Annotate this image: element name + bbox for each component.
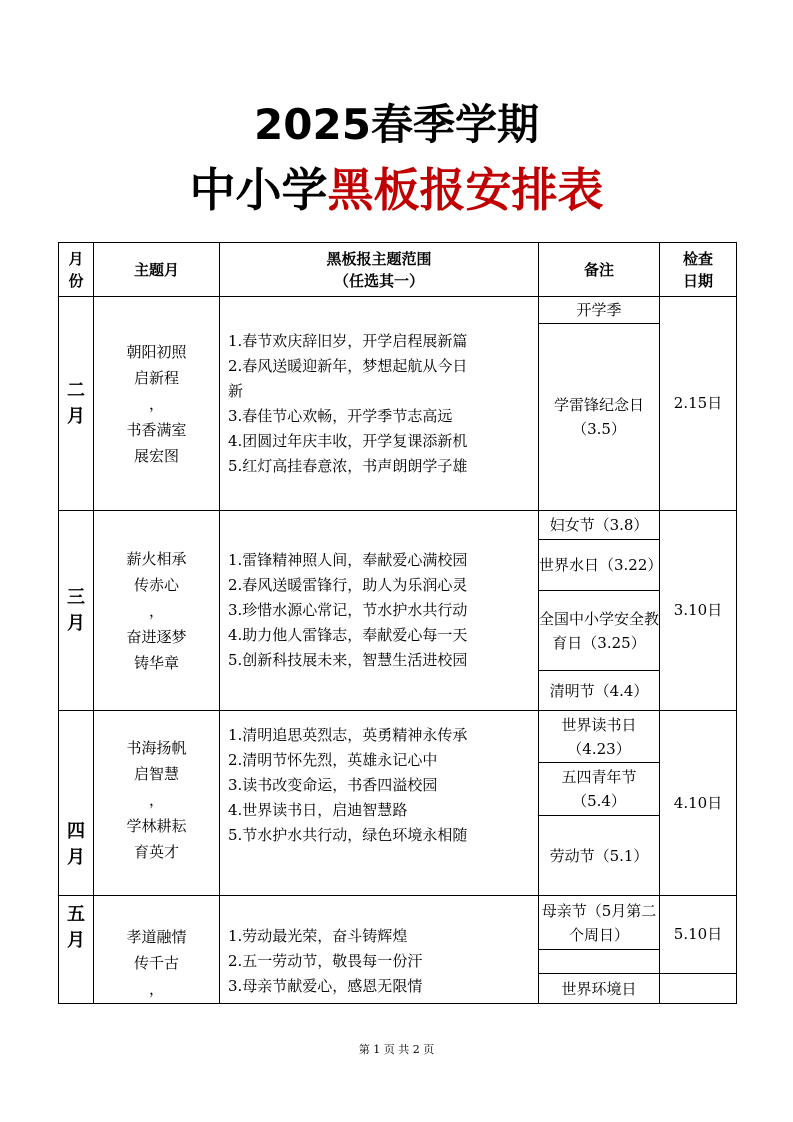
title-red-part: 黑板报安排表 — [327, 163, 604, 217]
note-cell: 开学季 — [539, 297, 660, 324]
header-row — [59, 243, 737, 297]
month-cell: 四 月 — [59, 711, 94, 896]
scope-cell: 1.清明追思英烈志，英勇精神永传承 2.清明节怀先烈，英雄永记心中 3.读书改变命运，书香四溢校园 4.世界读书日，启迪智慧路 5.节水护水共行动，绿色环境永相随 — [220, 711, 539, 896]
theme-cell: 薪火相承 传赤心 ， 奋进逐梦 铸华章 — [94, 511, 220, 711]
note-cell: 妇女节（3.8） — [539, 511, 660, 540]
schedule-table — [58, 242, 737, 1004]
page-title-line1: 2025春季学期 — [254, 100, 539, 149]
date-cell-empty — [660, 974, 737, 1004]
month-cell: 五 月 — [59, 896, 94, 1004]
note-cell: 劳动节（5.1） — [539, 816, 660, 896]
note-cell: 世界环境日 — [539, 974, 660, 1004]
note-cell: 学雷锋纪念日（3.5） — [539, 324, 660, 511]
month-cell: 二 月 — [59, 297, 94, 511]
date-cell: 4.10日 — [660, 711, 737, 896]
header-theme: 主题月 — [94, 243, 220, 297]
theme-cell: 朝阳初照 启新程 ， 书香满室 展宏图 — [94, 297, 220, 511]
date-cell: 5.10日 — [660, 896, 737, 974]
scope-cell: 1.春节欢庆辞旧岁，开学启程展新篇 2.春风送暖迎新年，梦想起航从今日 新 3.春佳节心欢畅，开学季节志高远 4.团圆过年庆丰收，开学复课添新机 5.红灯高挂春意浓，书声朗朗学子雄 — [220, 297, 539, 511]
theme-cell: 孝道融情 传千古 ， — [94, 896, 220, 1004]
scope-cell: 1.劳动最光荣，奋斗铸辉煌 2.五一劳动节，敬畏每一份汗 3.母亲节献爱心，感恩无限情 — [220, 896, 539, 1004]
date-cell: 2.15日 — [660, 297, 737, 511]
note-cell: 世界水日（3.22） — [539, 540, 660, 591]
month-cell: 三 月 — [59, 511, 94, 711]
page-title-line2 — [0, 162, 793, 218]
scope-cell: 1.雷锋精神照人间，奉献爱心满校园 2.春风送暖雷锋行，助人为乐润心灵 3.珍惜水源心常记，节水护水共行动 4.助力他人雷锋志，奉献爱心每一天 5.创新科技展未来，智慧生活进校园 — [220, 511, 539, 711]
header-scope: 黑板报主题范围 （任选其一） — [220, 243, 539, 297]
note-cell: 全国中小学安全教育日（3.25） — [539, 591, 660, 671]
note-cell: 世界读书日（4.23） — [539, 711, 660, 763]
table-row — [59, 511, 737, 540]
header-note: 备注 — [539, 243, 660, 297]
table-row — [59, 297, 737, 324]
header-date: 检查 日期 — [660, 243, 737, 297]
note-cell: 清明节（4.4） — [539, 671, 660, 711]
title-black-part: 中小学 — [189, 163, 328, 217]
page-footer: 第 1 页 共 2 页 — [358, 1043, 435, 1056]
table-row — [59, 711, 737, 763]
note-cell — [539, 950, 660, 974]
note-cell: 母亲节（5月第二个周日） — [539, 896, 660, 950]
table-row — [59, 896, 737, 950]
note-cell: 五四青年节（5.4） — [539, 763, 660, 816]
theme-cell: 书海扬帆 启智慧 ， 学林耕耘 育英才 — [94, 711, 220, 896]
header-month: 月 份 — [59, 243, 94, 297]
date-cell: 3.10日 — [660, 511, 737, 711]
